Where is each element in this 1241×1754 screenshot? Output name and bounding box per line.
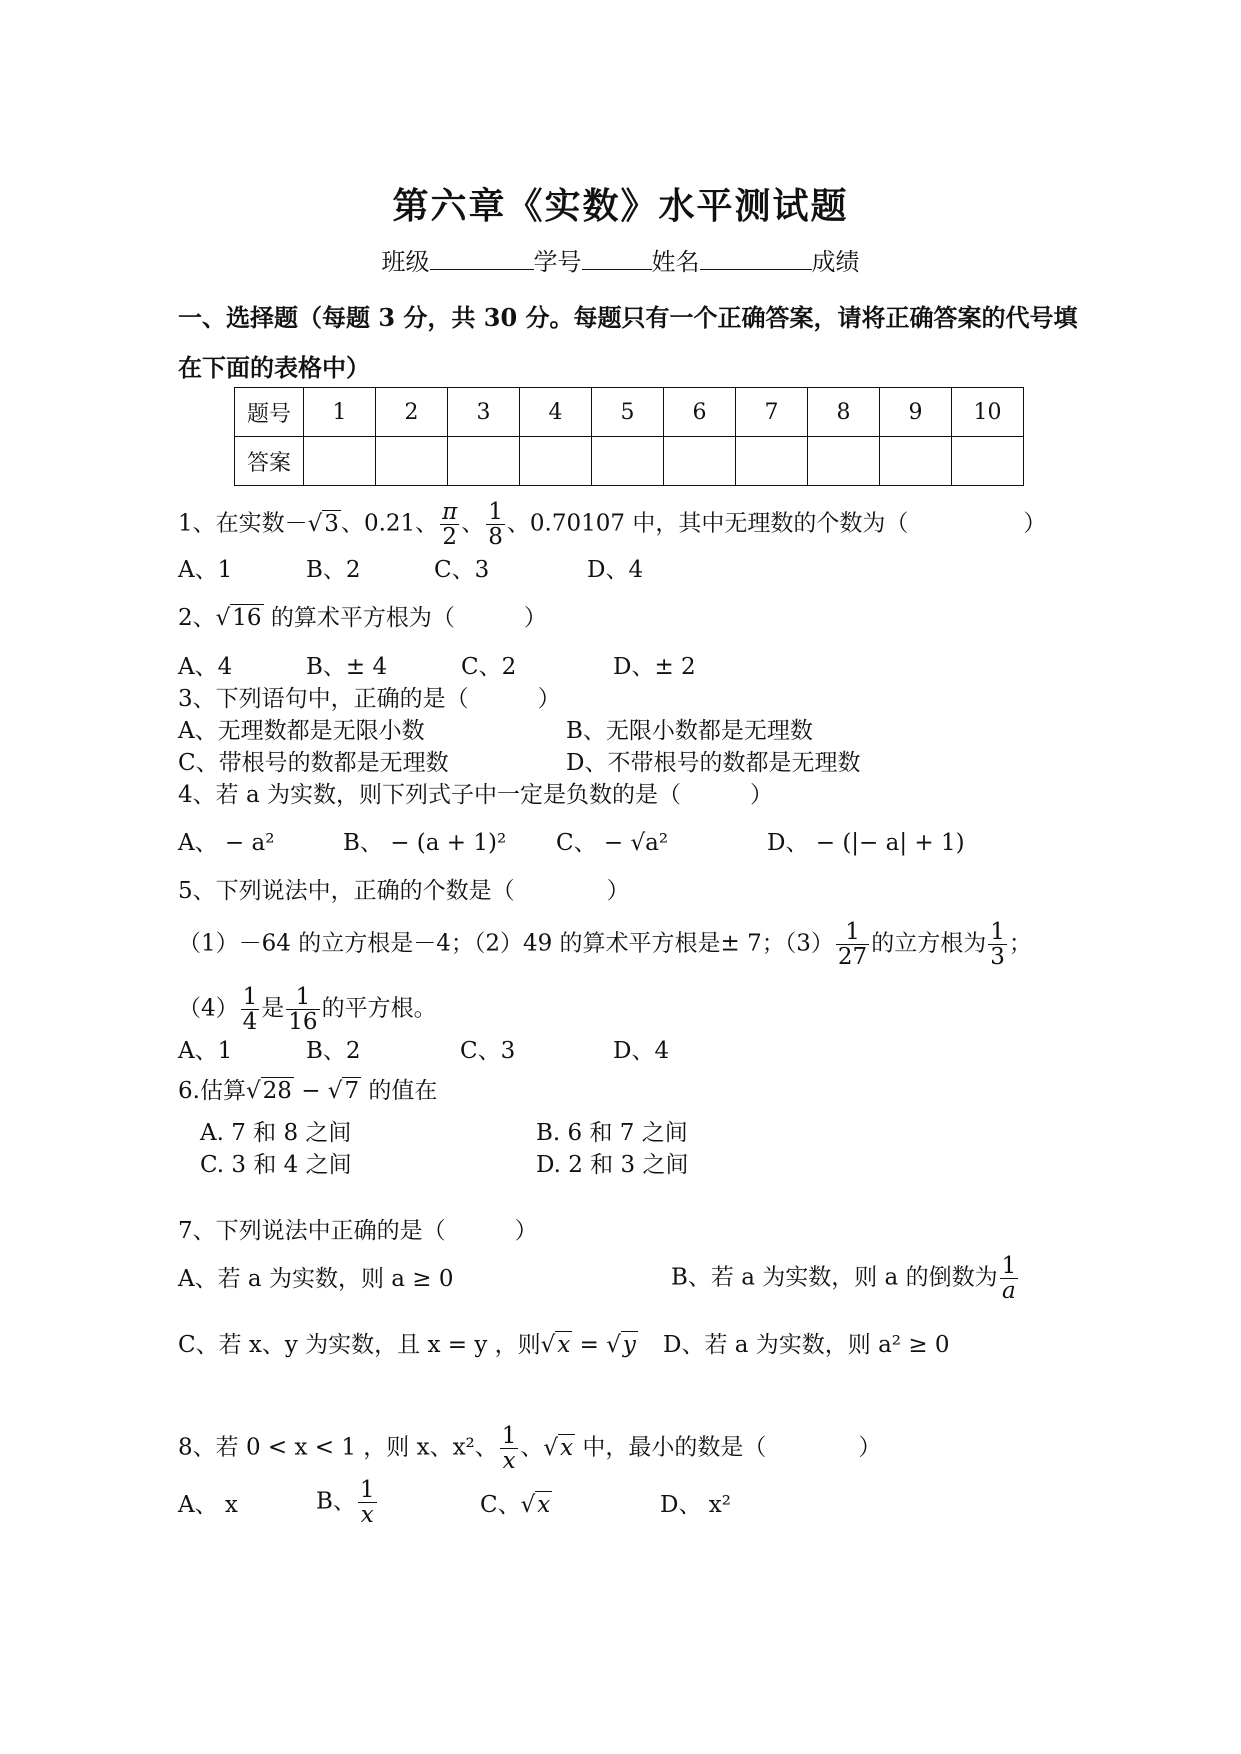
answer-cell[interactable] (592, 437, 664, 486)
q3-option-a: A、无理数都是无限小数 (178, 718, 425, 744)
q3-option-d: D、不带根号的数都是无理数 (566, 750, 861, 776)
fraction-1-over-4: $\frac{1}{4}$ (242, 984, 258, 1036)
sqrt-7: √7 (327, 1078, 360, 1104)
question-4-stem: 4、若 a 为实数，则下列式子中一定是负数的是（ ） (178, 782, 773, 808)
page-title: 第六章《实数》水平测试题 (392, 185, 849, 227)
sqrt-16: √16 (215, 605, 262, 631)
sqrt-x: √x (543, 1434, 574, 1461)
q6-option-a: A. 7 和 8 之间 (200, 1120, 352, 1146)
q1-option-d: D、4 (587, 557, 644, 583)
q7-option-a: A、若 a 为实数，则 a ≥ 0 (178, 1266, 454, 1292)
fraction-1-over-3: $\frac{1}{3}$ (990, 919, 1005, 971)
number-label: 学号 (533, 248, 582, 276)
table-cell: 8 (808, 388, 880, 437)
score-label: 成绩 (811, 248, 860, 276)
q2-option-b: B、± 4 (306, 654, 388, 680)
fraction-1-over-8: $\frac{1}{8}$ (488, 499, 503, 551)
q2-option-a: A、4 (178, 654, 233, 680)
q5-option-b: B、2 (306, 1038, 361, 1064)
fraction-1-over-x: $\frac{1}{x}$ (359, 1477, 375, 1529)
fraction-1-over-16: $\frac{1}{16}$ (288, 984, 318, 1036)
q1-option-a: A、1 (178, 557, 233, 583)
q4-option-c: C、 − √a² (556, 830, 669, 856)
q2-option-d: D、± 2 (613, 654, 696, 680)
sqrt-x: √x (520, 1492, 551, 1518)
q7-option-b: B、若 a 为实数，则 a 的倒数为 $\frac{1}{a}$ (671, 1253, 1017, 1305)
q4-option-d: D、 − (|− a| + 1) (767, 830, 965, 856)
question-2-stem: 2、√16 的算术平方根为（ ） (178, 605, 547, 631)
section-heading: 一、选择题（每题 3 分，共 30 分。每题只有一个正确答案，请将正确答案的代号填 (178, 303, 1078, 332)
fraction-1-over-x: $\frac{1}{x}$ (501, 1423, 517, 1475)
name-blank[interactable] (700, 247, 812, 270)
table-cell: 6 (664, 388, 736, 437)
answer-table (234, 387, 1024, 486)
question-5-stem: 5、下列说法中，正确的个数是（ ） (178, 878, 630, 904)
sqrt-x: √x (540, 1332, 571, 1358)
class-blank[interactable] (430, 247, 534, 270)
q8-option-a: A、 x (178, 1492, 238, 1518)
table-cell: 7 (736, 388, 808, 437)
q7-option-d: D、若 a 为实数，则 a² ≥ 0 (663, 1332, 950, 1358)
q6-option-c: C. 3 和 4 之间 (200, 1152, 352, 1178)
q8-option-d: D、 x² (660, 1492, 731, 1518)
table-row (235, 437, 1024, 486)
q5-option-c: C、3 (460, 1038, 516, 1064)
q4-option-b: B、 − (a + 1)² (343, 830, 507, 856)
q6-option-b: B. 6 和 7 之间 (536, 1120, 688, 1146)
q8-option-b: B、 $\frac{1}{x}$ (316, 1477, 375, 1529)
row-label-number: 题号 (235, 388, 304, 437)
section-heading-cont: 在下面的表格中） (178, 353, 370, 382)
row-label-answer: 答案 (235, 437, 304, 486)
name-label: 姓名 (651, 248, 700, 276)
q6-option-d: D. 2 和 3 之间 (536, 1152, 689, 1178)
fraction-1-over-27: $\frac{1}{27}$ (837, 919, 868, 971)
answer-cell[interactable] (520, 437, 592, 486)
answer-cell[interactable] (880, 437, 952, 486)
q5-option-a: A、1 (178, 1038, 233, 1064)
table-cell: 2 (376, 388, 448, 437)
question-7-stem: 7、下列说法中正确的是（ ） (178, 1218, 538, 1244)
fraction-pi-over-2: $\frac{\pi}{2}$ (442, 499, 458, 551)
question-3-stem: 3、下列语句中，正确的是（ ） (178, 686, 561, 712)
table-cell: 5 (592, 388, 664, 437)
table-cell: 9 (880, 388, 952, 437)
answer-cell[interactable] (304, 437, 376, 486)
q5-statements-line2: （4） $\frac{1}{4}$ 是 $\frac{1}{16}$ 的平方根。 (178, 984, 437, 1036)
q4-option-a: A、 − a² (178, 830, 275, 856)
table-cell: 10 (952, 388, 1024, 437)
q5-option-d: D、4 (613, 1038, 670, 1064)
question-6-stem: 6.估算√28 − √7 的值在 (178, 1078, 438, 1104)
q1-option-c: C、3 (434, 557, 490, 583)
q8-option-c: C、√x (480, 1492, 551, 1518)
sqrt-3: √3 (307, 510, 339, 537)
table-cell: 1 (304, 388, 376, 437)
sqrt-28: √28 (245, 1078, 292, 1104)
fraction-1-over-a: $\frac{1}{a}$ (1001, 1253, 1017, 1305)
q1-option-b: B、2 (306, 557, 361, 583)
answer-cell[interactable] (808, 437, 880, 486)
sqrt-y: √y (606, 1332, 636, 1358)
answer-cell[interactable] (376, 437, 448, 486)
question-8-stem: 8、若 0 < x < 1 ，则 x、x²、 $\frac{1}{x}$ 、√x 中，最小的数是（ ） (178, 1423, 882, 1475)
number-blank[interactable] (582, 247, 652, 270)
table-cell: 4 (520, 388, 592, 437)
q5-statements-line1: （1）－64 的立方根是－4；（2）49 的算术平方根是± 7；（3） $\frac{1}{27}$ 的立方根为 $\frac{1}{3}$ ； (178, 919, 1032, 971)
answer-cell[interactable] (448, 437, 520, 486)
answer-cell[interactable] (952, 437, 1024, 486)
q7-option-c: C、若 x、y 为实数，且 x = y ，则√x = √y (178, 1332, 636, 1358)
q3-option-b: B、无限小数都是无理数 (566, 718, 813, 744)
student-info-line (0, 242, 1241, 277)
q2-option-c: C、2 (461, 654, 517, 680)
answer-cell[interactable] (664, 437, 736, 486)
table-cell: 3 (448, 388, 520, 437)
answer-cell[interactable] (736, 437, 808, 486)
q3-option-c: C、带根号的数都是无理数 (178, 750, 449, 776)
question-1-stem: 1、在实数－√3、0.21、 $\frac{\pi}{2}$ 、 $\frac{1}{8}$ 、0.70107 中，其中无理数的个数为（ ） (178, 499, 1047, 551)
table-row (235, 388, 1024, 437)
class-label: 班级 (381, 248, 430, 276)
